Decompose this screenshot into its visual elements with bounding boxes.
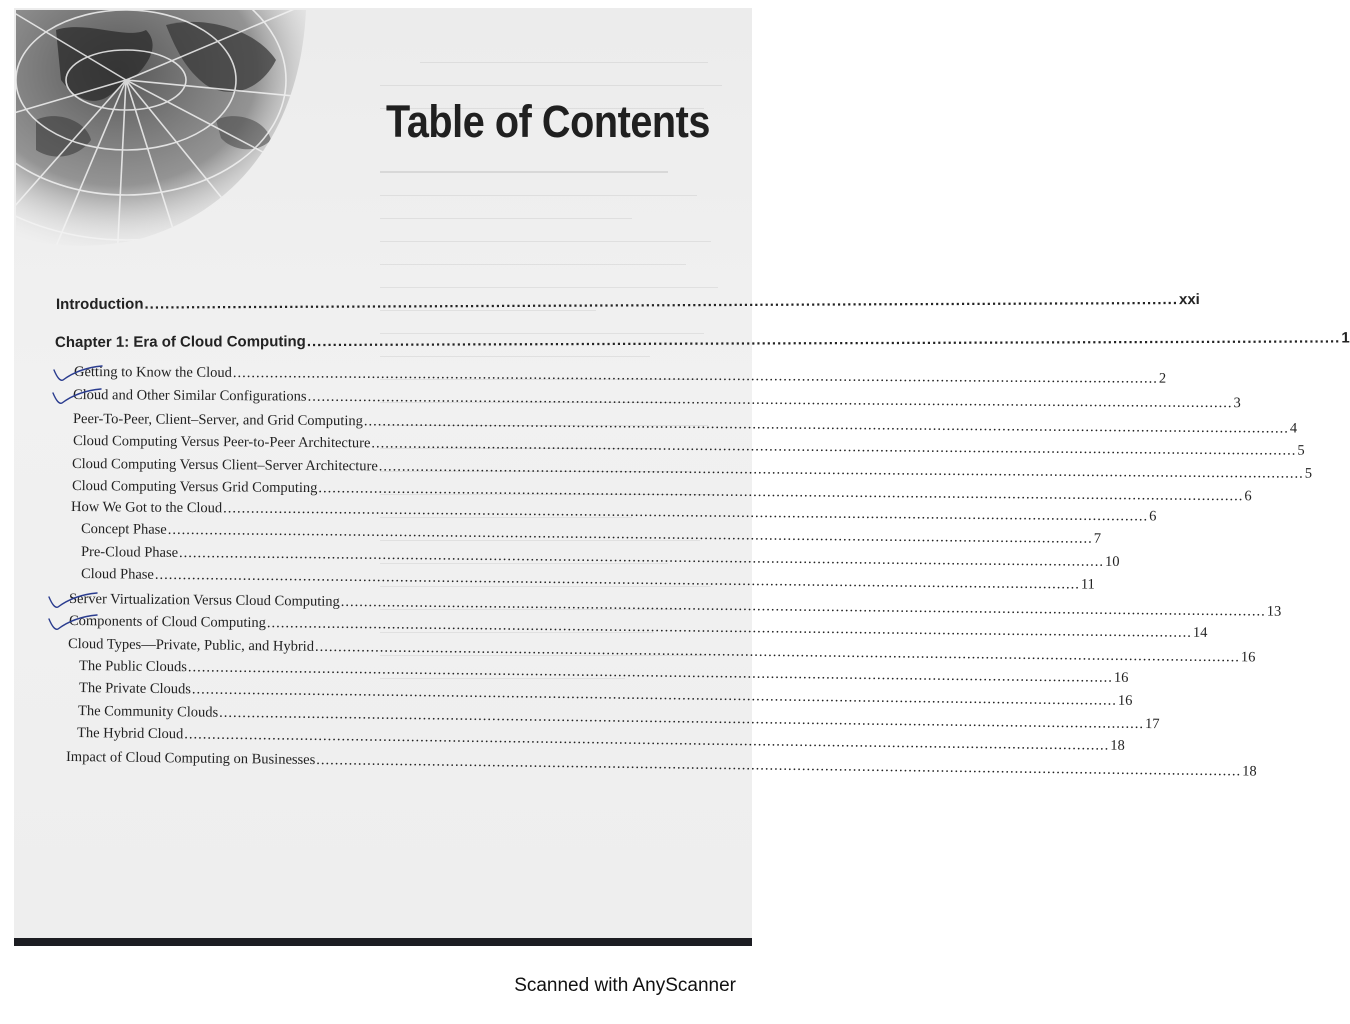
toc-leader-dots: ........................................................................................................................................................................................................ bbox=[154, 566, 1080, 593]
toc-entry-page: 7 bbox=[1093, 530, 1102, 547]
toc-leader-dots: ........................................................................................................................................................................................................ bbox=[187, 659, 1113, 686]
toc-entry bbox=[54, 329, 1350, 351]
toc-entry-label: Cloud Computing Versus Grid Computing bbox=[71, 478, 318, 497]
toc-entry bbox=[55, 291, 1200, 313]
toc-leader-dots: ........................................................................................................................................................................................................ bbox=[363, 413, 1289, 437]
toc-entry-label: Cloud Computing Versus Client–Server Architecture bbox=[71, 456, 378, 475]
toc-entry-page: 5 bbox=[1304, 465, 1313, 482]
toc-leader-dots: ........................................................................................................................................................................................................ bbox=[307, 388, 1233, 412]
toc-entry-label: Cloud Phase bbox=[80, 566, 154, 583]
toc-leader-dots: ........................................................................................................................................................................................................ bbox=[266, 615, 1192, 641]
toc-leader-dots: ........................................................................................................................................................................................................ bbox=[184, 726, 1110, 754]
toc-entry-label: How We Got to the Cloud bbox=[70, 499, 223, 517]
toc-leader-dots: ........................................................................................................................................................................................................ bbox=[232, 364, 1158, 387]
toc-entry-page: 18 bbox=[1110, 737, 1125, 754]
toc-leader-dots: ........................................................................................................................................................................................................ bbox=[223, 500, 1149, 525]
toc-entry-label: Concept Phase bbox=[80, 521, 167, 538]
toc-entry-label: The Public Clouds bbox=[78, 658, 188, 676]
toc-leader-dots: ........................................................................................................................................................................................................ bbox=[178, 544, 1105, 570]
toc-leader-dots: ........................................................................................................................................................................................................ bbox=[167, 521, 1093, 547]
toc-entry-label: Server Virtualization Versus Cloud Computing bbox=[68, 591, 340, 610]
toc-entry-page: 1 bbox=[1341, 329, 1350, 347]
toc-entry-page: 2 bbox=[1158, 370, 1167, 387]
toc-leader-dots: ........................................................................................................................................................................................................ bbox=[371, 435, 1297, 459]
toc-entry-page: 10 bbox=[1104, 553, 1120, 570]
toc-entry-page: 16 bbox=[1113, 669, 1129, 686]
toc-entry-label: The Private Clouds bbox=[78, 680, 192, 698]
globe-illustration-icon bbox=[16, 10, 306, 250]
toc-leader-dots: ........................................................................................................................................................................................................ bbox=[144, 291, 1179, 313]
toc-entry-page: 17 bbox=[1145, 716, 1160, 733]
toc-entry-label: The Hybrid Cloud bbox=[76, 725, 184, 743]
toc-entry-label: Cloud and Other Similar Configurations bbox=[72, 387, 307, 405]
toc-entry-page: 3 bbox=[1233, 395, 1241, 412]
toc-entry-label: Cloud Types—Private, Public, and Hybrid bbox=[67, 636, 315, 655]
toc-entry-page: xxi bbox=[1178, 291, 1200, 309]
toc-entry-label: Cloud Computing Versus Peer-to-Peer Architecture bbox=[72, 433, 371, 452]
toc-leader-dots: ........................................................................................................................................................................................................ bbox=[219, 704, 1145, 733]
toc-entry-label: Pre-Cloud Phase bbox=[80, 544, 179, 561]
page-title: Table of Contents bbox=[386, 96, 710, 147]
toc-entry-label: Introduction bbox=[55, 295, 144, 313]
toc-leader-dots: ........................................................................................................................................................................................................ bbox=[314, 638, 1241, 666]
toc-entry-page: 16 bbox=[1117, 692, 1133, 709]
toc-entry-page: 5 bbox=[1297, 442, 1305, 459]
toc-entry-page: 4 bbox=[1289, 420, 1298, 437]
toc-leader-dots: ........................................................................................................................................................................................................ bbox=[191, 681, 1117, 709]
toc-entry-page: 14 bbox=[1192, 624, 1208, 641]
toc-entry-label: The Community Clouds bbox=[77, 703, 219, 721]
toc-leader-dots: ........................................................................................................................................................................................................ bbox=[318, 480, 1244, 505]
toc-entry-page: 18 bbox=[1242, 763, 1257, 780]
toc-entry-page: 6 bbox=[1244, 488, 1252, 505]
toc-leader-dots: ........................................................................................................................................................................................................ bbox=[316, 752, 1242, 780]
toc-leader-dots: ........................................................................................................................................................................................................ bbox=[378, 458, 1304, 482]
toc-entry-page: 11 bbox=[1080, 576, 1095, 593]
toc-entry-label: Getting to Know the Cloud bbox=[73, 364, 232, 381]
toc-leader-dots: ........................................................................................................................................................................................................ bbox=[340, 593, 1266, 620]
scanner-watermark: Scanned with AnyScanner bbox=[514, 975, 736, 996]
toc-entry-label: Components of Cloud Computing bbox=[68, 613, 267, 632]
toc-entry-label: Impact of Cloud Computing on Businesses bbox=[65, 749, 316, 769]
toc-entry-label: Chapter 1: Era of Cloud Computing bbox=[54, 333, 306, 351]
toc-entry-page: 16 bbox=[1240, 649, 1256, 666]
toc-entry-page: 6 bbox=[1149, 508, 1157, 525]
toc-entry-label: Peer-To-Peer, Client–Server, and Grid Computing bbox=[72, 411, 363, 430]
toc-entry-page: 13 bbox=[1266, 603, 1282, 620]
scan-bed-edge bbox=[14, 938, 752, 946]
toc-leader-dots: ........................................................................................................................................................................................................ bbox=[306, 329, 1341, 351]
